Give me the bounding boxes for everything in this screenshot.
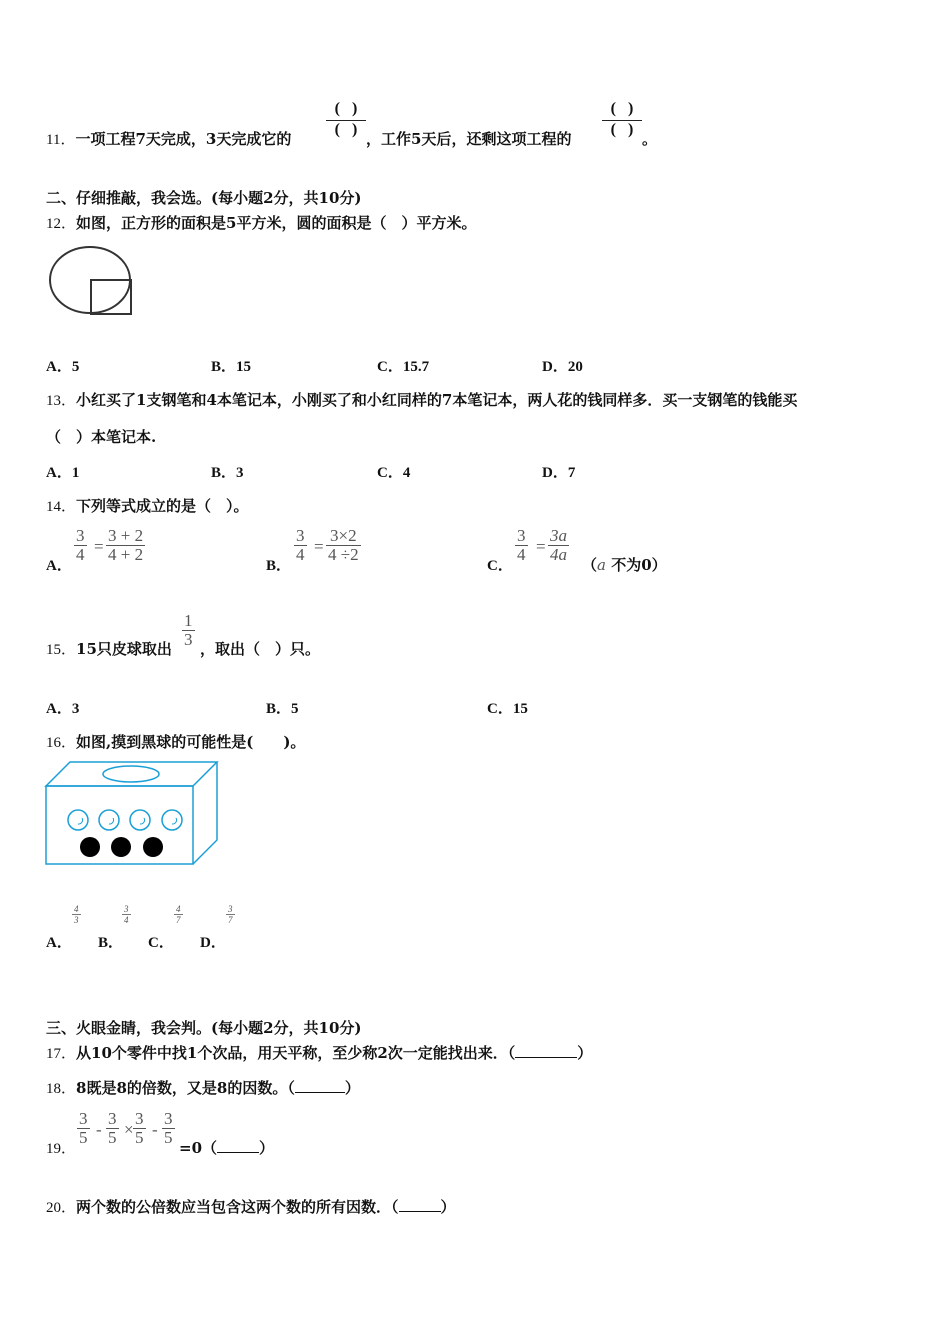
fraction-denominator: ( )	[326, 120, 366, 141]
equation-result: =0（	[179, 1139, 218, 1157]
option-b[interactable]: B．	[266, 558, 292, 574]
close-paren: ）	[440, 1198, 456, 1216]
fraction-numerator: 3	[164, 1109, 173, 1128]
note-text: 不为0）	[611, 556, 667, 574]
close-paren: ）	[344, 1079, 360, 1097]
fraction-denominator: 7	[176, 915, 181, 925]
question-19-tail	[179, 1137, 274, 1158]
fraction-numerator: 3	[135, 1109, 144, 1128]
close-paren: ）	[259, 1139, 275, 1157]
fraction-denominator: 5	[79, 1128, 88, 1147]
fraction-numerator: 3	[79, 1109, 88, 1128]
fraction	[226, 904, 235, 925]
close-paren: ）	[577, 1044, 593, 1062]
fraction-numerator: 3a	[550, 526, 567, 545]
operator: -	[96, 1120, 102, 1139]
question-text: 一项工程7天完成，3天完成它的	[75, 130, 292, 148]
question-text: 小红买了1支钢笔和4本笔记本，小刚买了和小红同样的7本笔记本，两人花的钱同样多．买一支钢笔的钱能买	[76, 391, 798, 409]
fraction-numerator: ( )	[334, 100, 358, 117]
section-title: 三、火眼金睛，我会判。(每小题2分，共10分)	[46, 1019, 362, 1037]
fraction-denominator: 5	[164, 1128, 173, 1147]
question-12	[46, 212, 476, 233]
fraction	[72, 904, 81, 925]
option-a[interactable]: A．1	[46, 465, 80, 481]
answer-blank[interactable]	[515, 1045, 577, 1058]
question-number: 20．	[46, 1200, 77, 1216]
fraction-numerator: 1	[184, 611, 193, 630]
question-text: 下列等式成立的是（ ）。	[76, 497, 249, 515]
question-number: 19．	[46, 1141, 77, 1157]
answer-blank[interactable]	[295, 1080, 345, 1093]
answer-blank[interactable]	[217, 1140, 259, 1153]
question-13	[46, 389, 797, 410]
question-number: 12．	[46, 216, 77, 232]
section-title: 二、仔细推敲，我会选。(每小题2分，共10分)	[46, 189, 362, 207]
option-c[interactable]: C．	[487, 558, 513, 574]
question-text: 从10个零件中找1个次品，用天平称，至少称2次一定能找出来．（	[76, 1044, 516, 1062]
fraction-denominator: 3	[74, 915, 79, 925]
answer-fraction-blank[interactable]	[602, 100, 642, 141]
fraction-denominator: 4	[517, 545, 526, 564]
ball-box-figure	[44, 760, 220, 868]
fraction-numerator: 3	[108, 1109, 117, 1128]
option-c[interactable]: C．15.7	[377, 359, 430, 375]
option-d[interactable]: D．7	[542, 465, 576, 481]
option-b[interactable]: B．5	[266, 701, 299, 717]
equals-sign: =	[94, 537, 104, 556]
option-d[interactable]: D．	[200, 935, 226, 951]
fraction	[182, 612, 195, 649]
fraction-denominator: 3	[184, 630, 193, 649]
fraction-denominator: 5	[135, 1128, 144, 1147]
question-number: 14．	[46, 499, 77, 515]
question-17	[46, 1042, 592, 1063]
option-c[interactable]: C．15	[487, 701, 528, 717]
question-18	[46, 1077, 360, 1098]
option-b[interactable]: B．	[98, 935, 124, 951]
question-16	[46, 731, 305, 752]
fraction-numerator: 4	[176, 904, 181, 914]
circle-square-figure	[48, 246, 134, 318]
fraction-denominator: ( )	[602, 120, 642, 141]
option-a[interactable]: A．	[46, 558, 72, 574]
fraction-denominator: 4	[124, 915, 129, 925]
fraction	[77, 1110, 90, 1147]
fraction-denominator: 7	[228, 915, 233, 925]
option-a[interactable]: A．3	[46, 701, 80, 717]
option-c[interactable]: C．	[148, 935, 174, 951]
fraction	[515, 527, 528, 564]
fraction	[106, 1110, 119, 1147]
fraction-numerator: 3×2	[330, 526, 357, 545]
question-15	[46, 638, 172, 659]
option-c[interactable]: C．4	[377, 465, 411, 481]
equals-sign: =	[314, 537, 324, 556]
question-number: 17．	[46, 1046, 77, 1062]
fraction	[122, 904, 131, 925]
operator: -	[152, 1120, 158, 1139]
option-b[interactable]: B．3	[211, 465, 244, 481]
fraction-denominator: 4	[76, 545, 85, 564]
fraction-numerator: 3	[76, 526, 85, 545]
note-variable: a	[597, 556, 606, 574]
question-11	[46, 128, 291, 149]
question-text-cont: （ ）本笔记本.	[46, 428, 157, 446]
fraction-denominator: 5	[108, 1128, 117, 1147]
fraction-numerator: 3	[124, 904, 129, 914]
fraction-numerator: 3 + 2	[108, 526, 144, 545]
fraction	[294, 527, 307, 564]
answer-blank[interactable]	[399, 1199, 441, 1212]
fraction-numerator: 3	[228, 904, 233, 914]
fraction-numerator: 3	[517, 526, 526, 545]
question-text: ，取出（ ）只。	[200, 640, 321, 658]
fraction	[548, 527, 569, 564]
fraction-denominator: 4a	[550, 545, 567, 564]
note-open: （	[582, 556, 598, 574]
option-a[interactable]: A．	[46, 935, 72, 951]
question-14	[46, 495, 249, 516]
fraction-denominator: 4 + 2	[108, 545, 144, 564]
question-text: 如图，正方形的面积是5平方米，圆的面积是（ ）平方米。	[76, 214, 477, 232]
operator: ×	[124, 1120, 134, 1139]
fraction-numerator: 4	[74, 904, 79, 914]
question-text: ，工作5天后，还剩这项工程的	[366, 130, 572, 148]
fraction	[174, 904, 183, 925]
option-b[interactable]: B．15	[211, 359, 252, 375]
fraction	[326, 527, 361, 564]
answer-fraction-blank[interactable]	[326, 100, 366, 141]
fraction	[133, 1110, 146, 1147]
fraction	[74, 527, 87, 564]
condition-note	[582, 554, 667, 575]
question-text: 两个数的公倍数应当包含这两个数的所有因数．（	[76, 1198, 399, 1216]
question-number: 11．	[46, 132, 76, 148]
question-text: 8既是8的倍数，又是8的因数。（	[76, 1079, 295, 1097]
fraction	[106, 527, 145, 564]
equals-sign: =	[536, 537, 546, 556]
question-number: 13．	[46, 393, 77, 409]
option-a[interactable]: A．5	[46, 359, 80, 375]
question-text: 。	[642, 130, 658, 148]
question-text: 15只皮球取出	[76, 640, 172, 658]
question-text: 如图,摸到黑球的可能性是( )。	[76, 733, 306, 751]
fraction-numerator: ( )	[610, 100, 634, 117]
question-number: 18．	[46, 1081, 77, 1097]
question-number: 15．	[46, 642, 77, 658]
fraction	[162, 1110, 175, 1147]
fraction-denominator: 4 ÷2	[328, 545, 359, 564]
fraction-numerator: 3	[296, 526, 305, 545]
option-d[interactable]: D．20	[542, 359, 583, 375]
fraction-denominator: 4	[296, 545, 305, 564]
question-20	[46, 1196, 456, 1217]
question-number: 16．	[46, 735, 77, 751]
